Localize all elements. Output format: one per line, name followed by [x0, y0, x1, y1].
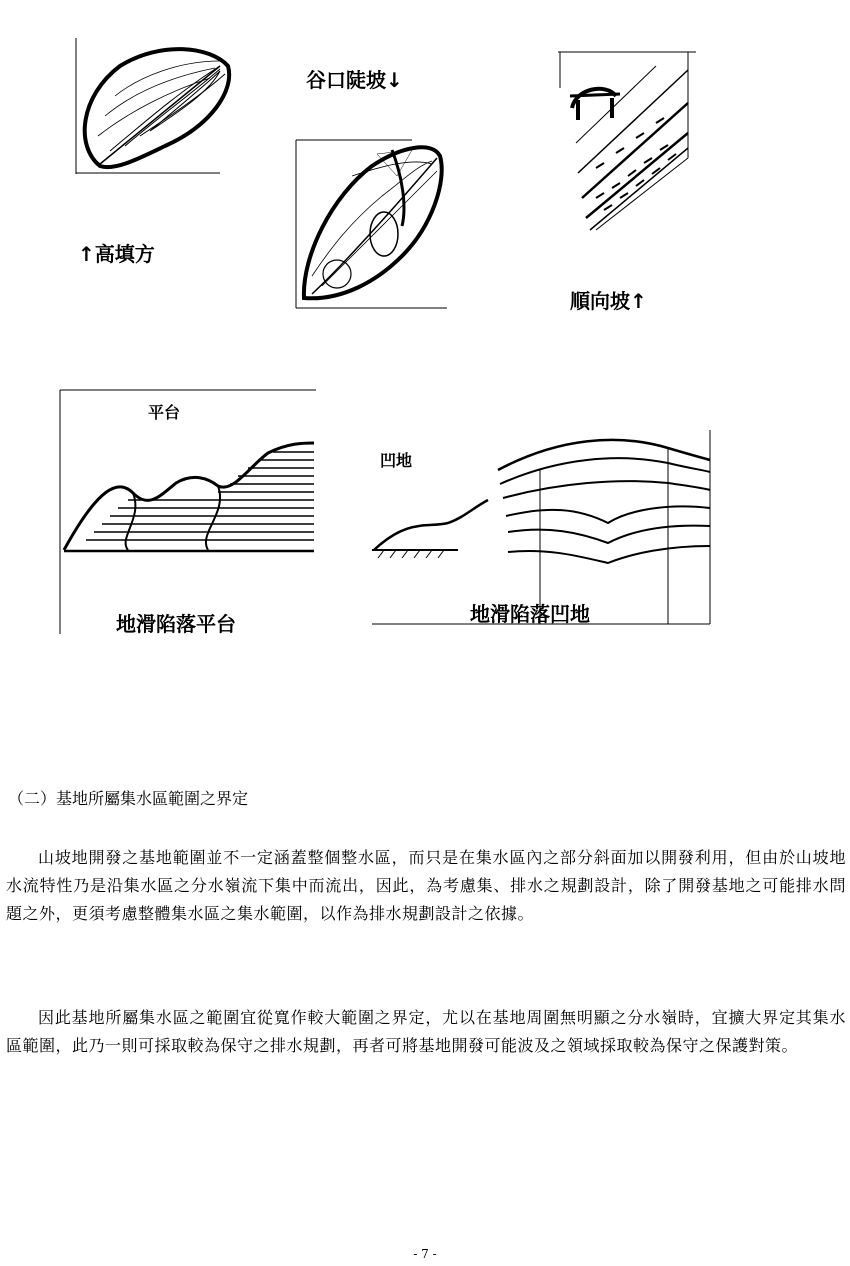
paragraph-2: 因此基地所屬集水區之範圍宜從寬作較大範圍之界定，尤以在基地周圍無明顯之分水嶺時，宜擴大界定其集水區範圍，此乃一則可採取較為保守之排水規劃，再者可將基地開發可能波及之領域採取較為保守之保護對策。 — [6, 1008, 846, 1055]
platform-inner-label: 平台 — [148, 403, 181, 422]
valley-slope-label: 谷口陡坡↓ — [306, 68, 403, 92]
high-fill-figure — [70, 36, 240, 176]
section-heading: （二）基地所屬集水區範圍之界定 — [8, 789, 249, 808]
depression-caption: 地滑陷落凹地 — [470, 602, 590, 626]
platform-figure — [58, 388, 320, 636]
high-fill-label: ↑高填方 — [78, 242, 155, 266]
dip-slope-figure — [556, 48, 698, 238]
paragraph-1: 山坡地開發之基地範圍並不一定涵蓋整個整水區，而只是在集水區內之部分斜面加以開發利用，但由於山坡地水流特性乃是沿集水區之分水嶺流下集中而流出，因此，為考慮集、排水之規劃設計，除了開發基地之可能排水問題之外，更須考慮整體集水區之集水範圍，以作為排水規劃設計之依據。 — [6, 848, 846, 923]
page-number: - 7 - — [413, 1247, 437, 1261]
depression-inner-label: 凹地 — [380, 451, 413, 470]
platform-caption: 地滑陷落平台 — [116, 612, 236, 636]
dip-slope-label: 順向坡↑ — [570, 289, 647, 313]
valley-slope-figure — [292, 136, 452, 312]
